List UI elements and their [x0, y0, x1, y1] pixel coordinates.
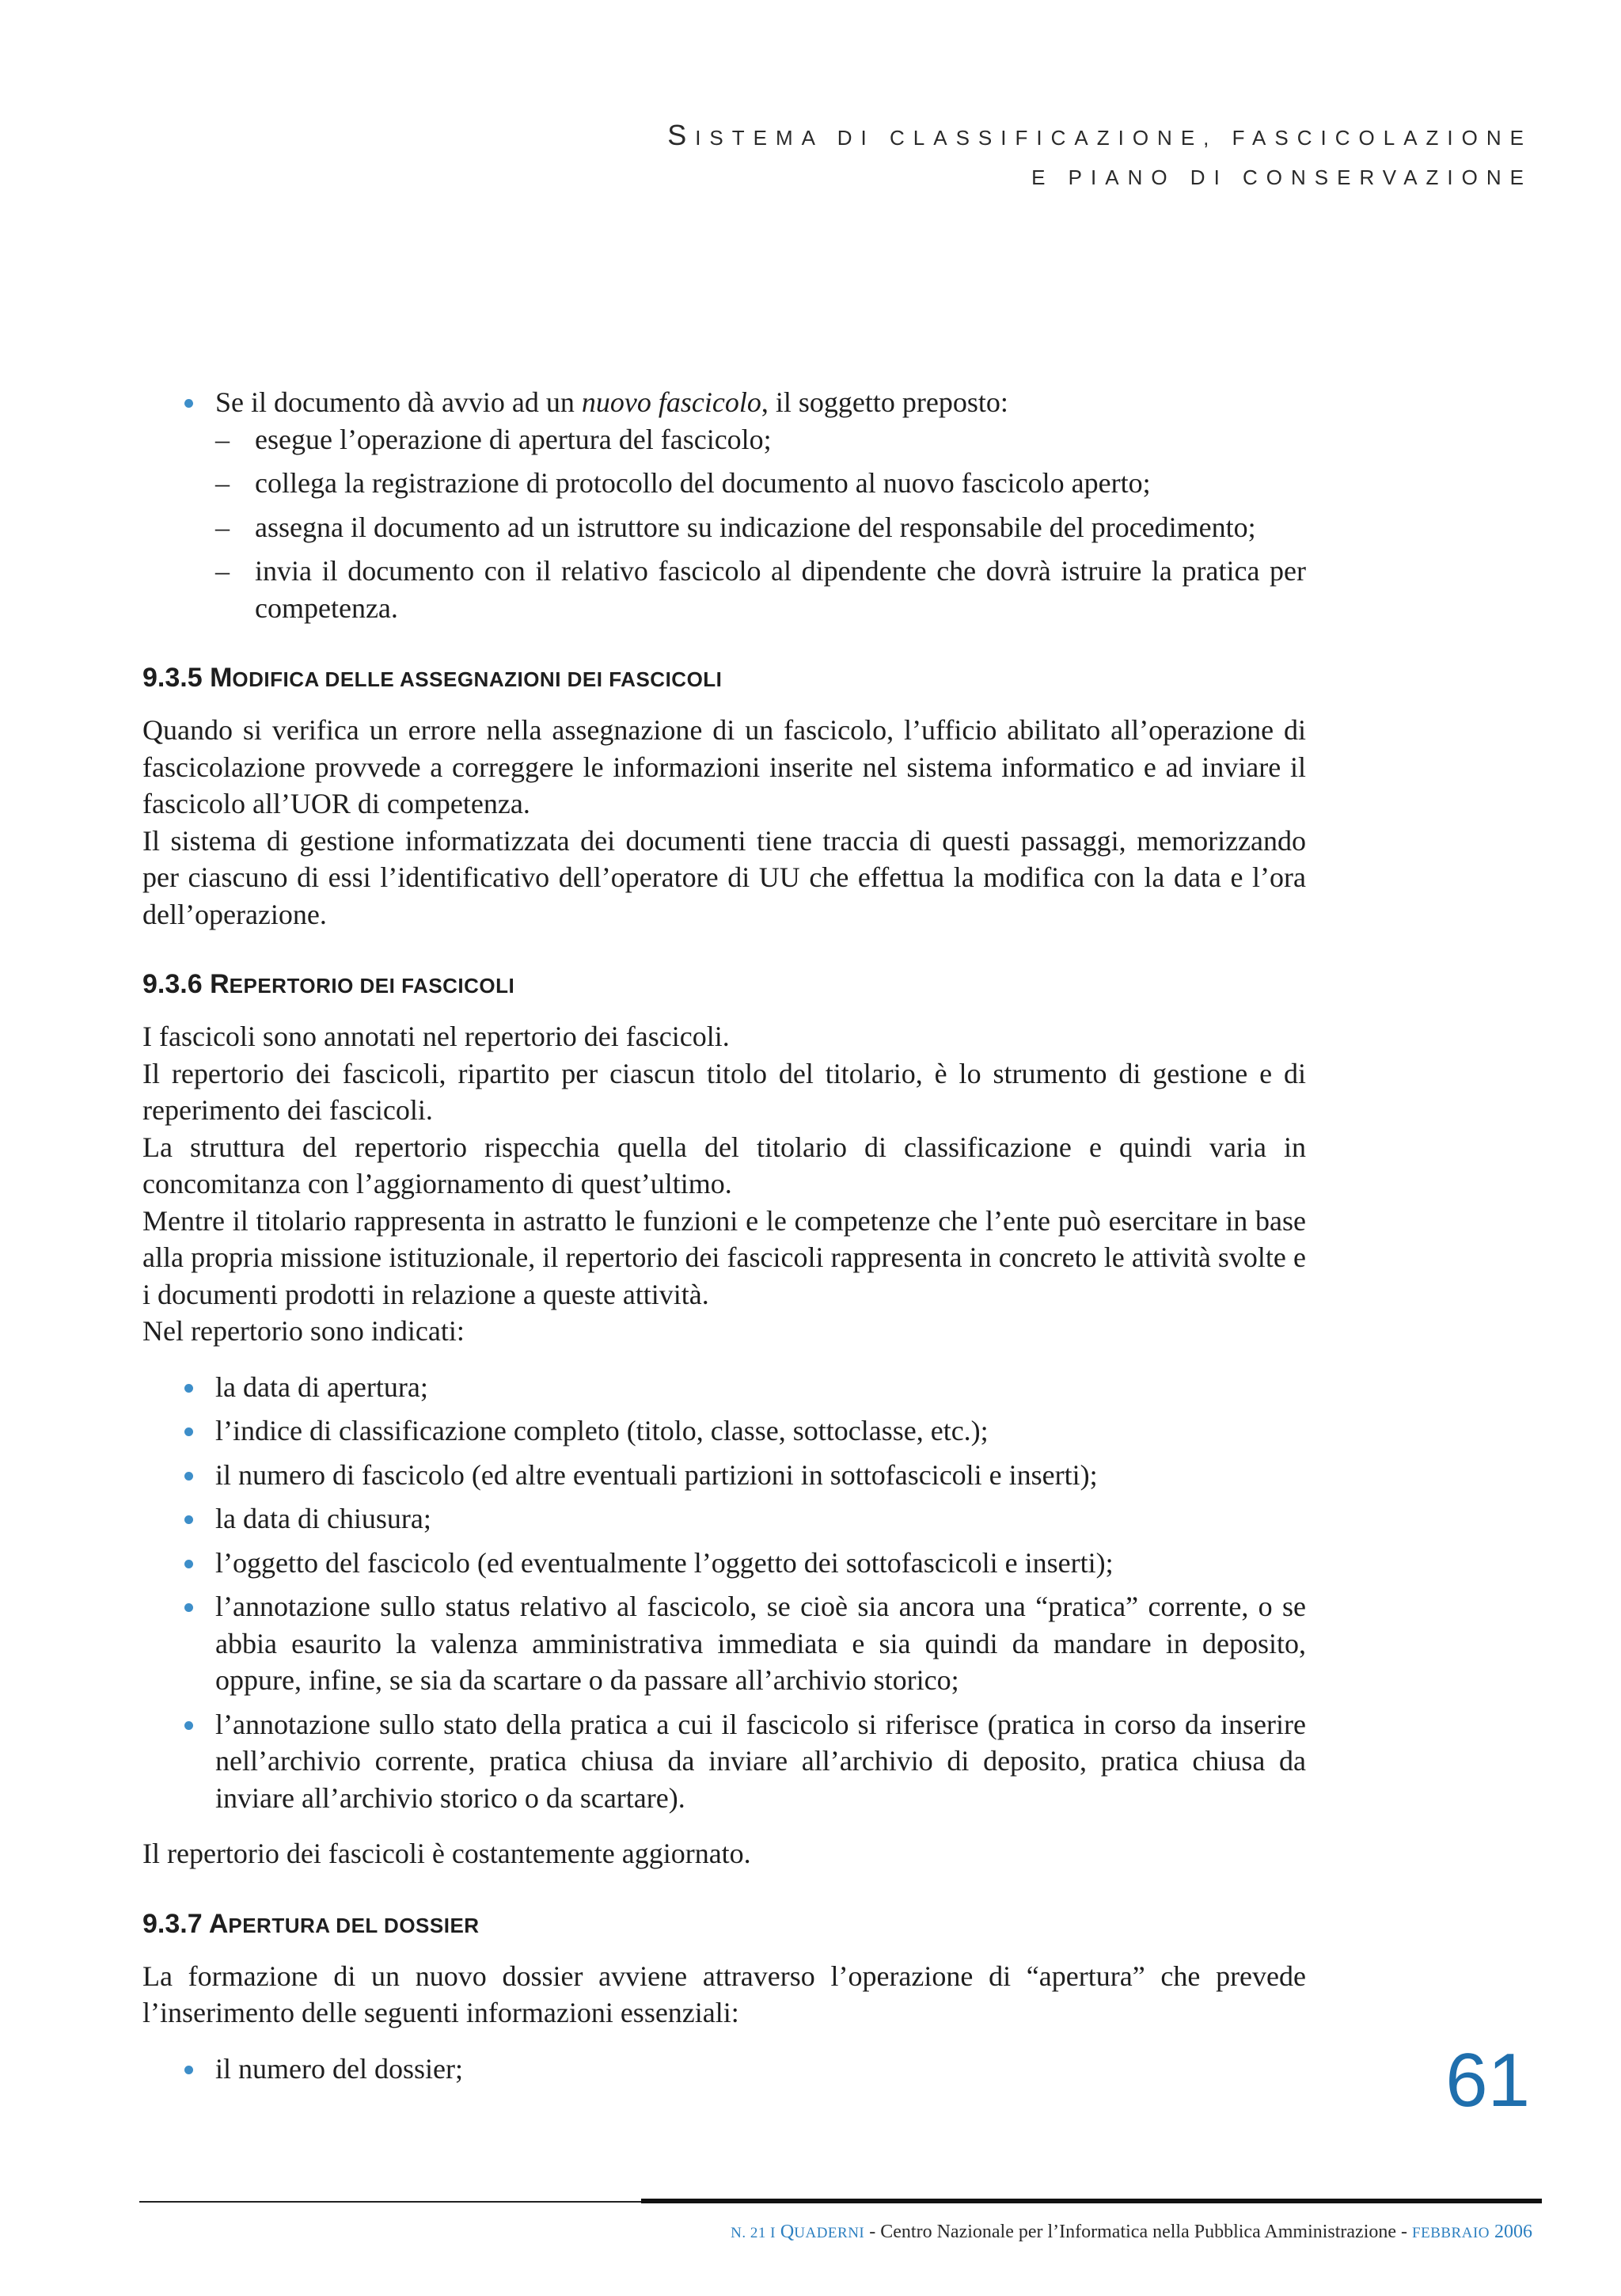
bullet-text: Se il documento dà avvio ad un [215, 386, 582, 418]
running-footer [731, 2222, 1532, 2243]
list-item: l’oggetto del fascicolo (ed eventualmente l’oggetto dei sottofascicoli e inserti); [142, 1545, 1306, 1582]
paragraph: La struttura del repertorio rispecchia quella del titolario di classificazione e quindi varia in concomitanza con l’aggiornamento di quest’ultimo. [142, 1131, 1306, 1199]
section-title: EPERTORIO DEI FASCICOLI [229, 974, 515, 998]
section-initial: R [210, 969, 230, 999]
footer-series-initial: Q [780, 2222, 795, 2242]
footer-series: UADERNI [794, 2225, 865, 2241]
paragraph: I fascicoli sono annotati nel repertorio dei fascicoli. [142, 1021, 730, 1052]
header-line-1 [667, 116, 1532, 158]
bullet-emphasis: nuovo fascicolo [581, 386, 761, 418]
dash-list [215, 421, 1306, 627]
footer-publisher: - Centro Nazionale per l’Informatica nella Pubblica Amministrazione - [864, 2222, 1413, 2242]
section-initial: A [208, 1908, 229, 1939]
list-item: l’annotazione sullo stato della pratica a cui il fascicolo si riferisce (pratica in corso da inserire nell’archivio corrente, pratica chiusa da inviare all’archivio di deposito, pratica chiusa da inviare all’archivio storico o da scartare). [142, 1706, 1306, 1817]
section-title: PERTURA DEL DOSSIER [228, 1913, 480, 1937]
bullet-text-end: , il soggetto preposto: [761, 386, 1008, 418]
dash-text: – collega la registrazione di protocollo del documento al nuovo fascicolo aperto; [255, 467, 1151, 499]
paragraph: Mentre il titolario rappresenta in astratto le funzioni e le competenze che l’ente può esercitare in base alla propria missione istituzionale, il repertorio dei fascicoli rappresenta in concreto le attività svolte e i documenti prodotti in relazione a queste attività. [142, 1204, 1306, 1310]
footer-year: 2006 [1490, 2222, 1532, 2242]
dash-item [142, 553, 1306, 626]
dash-text: – assegna il documento ad un istruttore su indicazione del responsabile del procedimento; [255, 511, 1256, 543]
footer-divider-accent [641, 2199, 1542, 2203]
header-line-1-text: ISTEMA DI CLASSIFICAZIONE, FASCICOLAZIONE [695, 126, 1532, 150]
repertorio-bullets [142, 1369, 1306, 1817]
footer-separator: I [770, 2225, 776, 2241]
section-initial: M [210, 663, 233, 693]
section-number: 9.3.6 [142, 969, 211, 999]
list-item [142, 384, 1306, 626]
page-number: 61 [1445, 2038, 1530, 2123]
header-line-2: E PIANO DI CONSERVAZIONE [1031, 165, 1532, 189]
list-item: la data di apertura; [142, 1369, 1306, 1406]
list-item: la data di chiusura; [142, 1500, 1306, 1538]
dash-text: – invia il documento con il relativo fascicolo al dipendente che dovrà istruire la pratica per competenza. [255, 555, 1306, 624]
section-heading-9-3-5 [142, 660, 1306, 698]
page-body [142, 384, 1306, 2094]
list-item: il numero del dossier; [142, 2051, 1306, 2088]
section-heading-9-3-7 [142, 1906, 1306, 1944]
dash-text: – esegue l’operazione di apertura del fascicolo; [255, 423, 772, 455]
footer-month: FEBBRAIO [1412, 2225, 1490, 2241]
paragraph: Il repertorio dei fascicoli, ripartito per ciascun titolo del titolario, è lo strumento di gestione e di reperimento dei fascicoli. [142, 1057, 1306, 1126]
dash-item [142, 509, 1306, 546]
running-header [667, 116, 1532, 197]
paragraph: La formazione di un nuovo dossier avviene attraverso l’operazione di “apertura” che prevede l’inserimento delle seguenti informazioni essenziali: [142, 1960, 1306, 2028]
section-number: 9.3.7 [142, 1908, 209, 1939]
section-heading-9-3-6 [142, 966, 1306, 1004]
dash-item [142, 421, 1306, 458]
paragraph: Il repertorio dei fascicoli è costantemente aggiornato. [142, 1838, 751, 1869]
footer-issue: N. 21 [731, 2225, 771, 2241]
paragraph: Quando si verifica un errore nella assegnazione di un fascicolo, l’ufficio abilitato all’operazione di fascicolazione provvede a correggere le informazioni inserite nel sistema informatico e ad inviare il fascicolo all’UOR di competenza. [142, 714, 1306, 819]
fascicolo-bullets [142, 384, 1306, 626]
paragraph: Il sistema di gestione informatizzata dei documenti tiene traccia di questi passaggi, memorizzando per ciascuno di essi l’identificativo dell’operatore di UU che effettua la modifica con la data e l’ora dell’operazione. [142, 824, 1306, 930]
dossier-bullets [142, 2051, 1306, 2088]
section-number: 9.3.5 [142, 663, 211, 693]
paragraph: Nel repertorio sono indicati: [142, 1315, 465, 1347]
dash-item [142, 465, 1306, 502]
list-item: l’annotazione sullo status relativo al fascicolo, se cioè sia ancora una “pratica” corrente, o se abbia esaurito la valenza amministrativa immediata e sia quindi da mandare in deposito, oppure, infine, se sia da scartare o da passare all’archivio storico; [142, 1588, 1306, 1699]
list-item: il numero di fascicolo (ed altre eventuali partizioni in sottofascicoli e inserti); [142, 1457, 1306, 1494]
header-initial: S [667, 119, 696, 151]
section-title: ODIFICA DELLE ASSEGNAZIONI DEI FASCICOLI [232, 667, 723, 691]
list-item: l’indice di classificazione completo (titolo, classe, sottoclasse, etc.); [142, 1412, 1306, 1450]
